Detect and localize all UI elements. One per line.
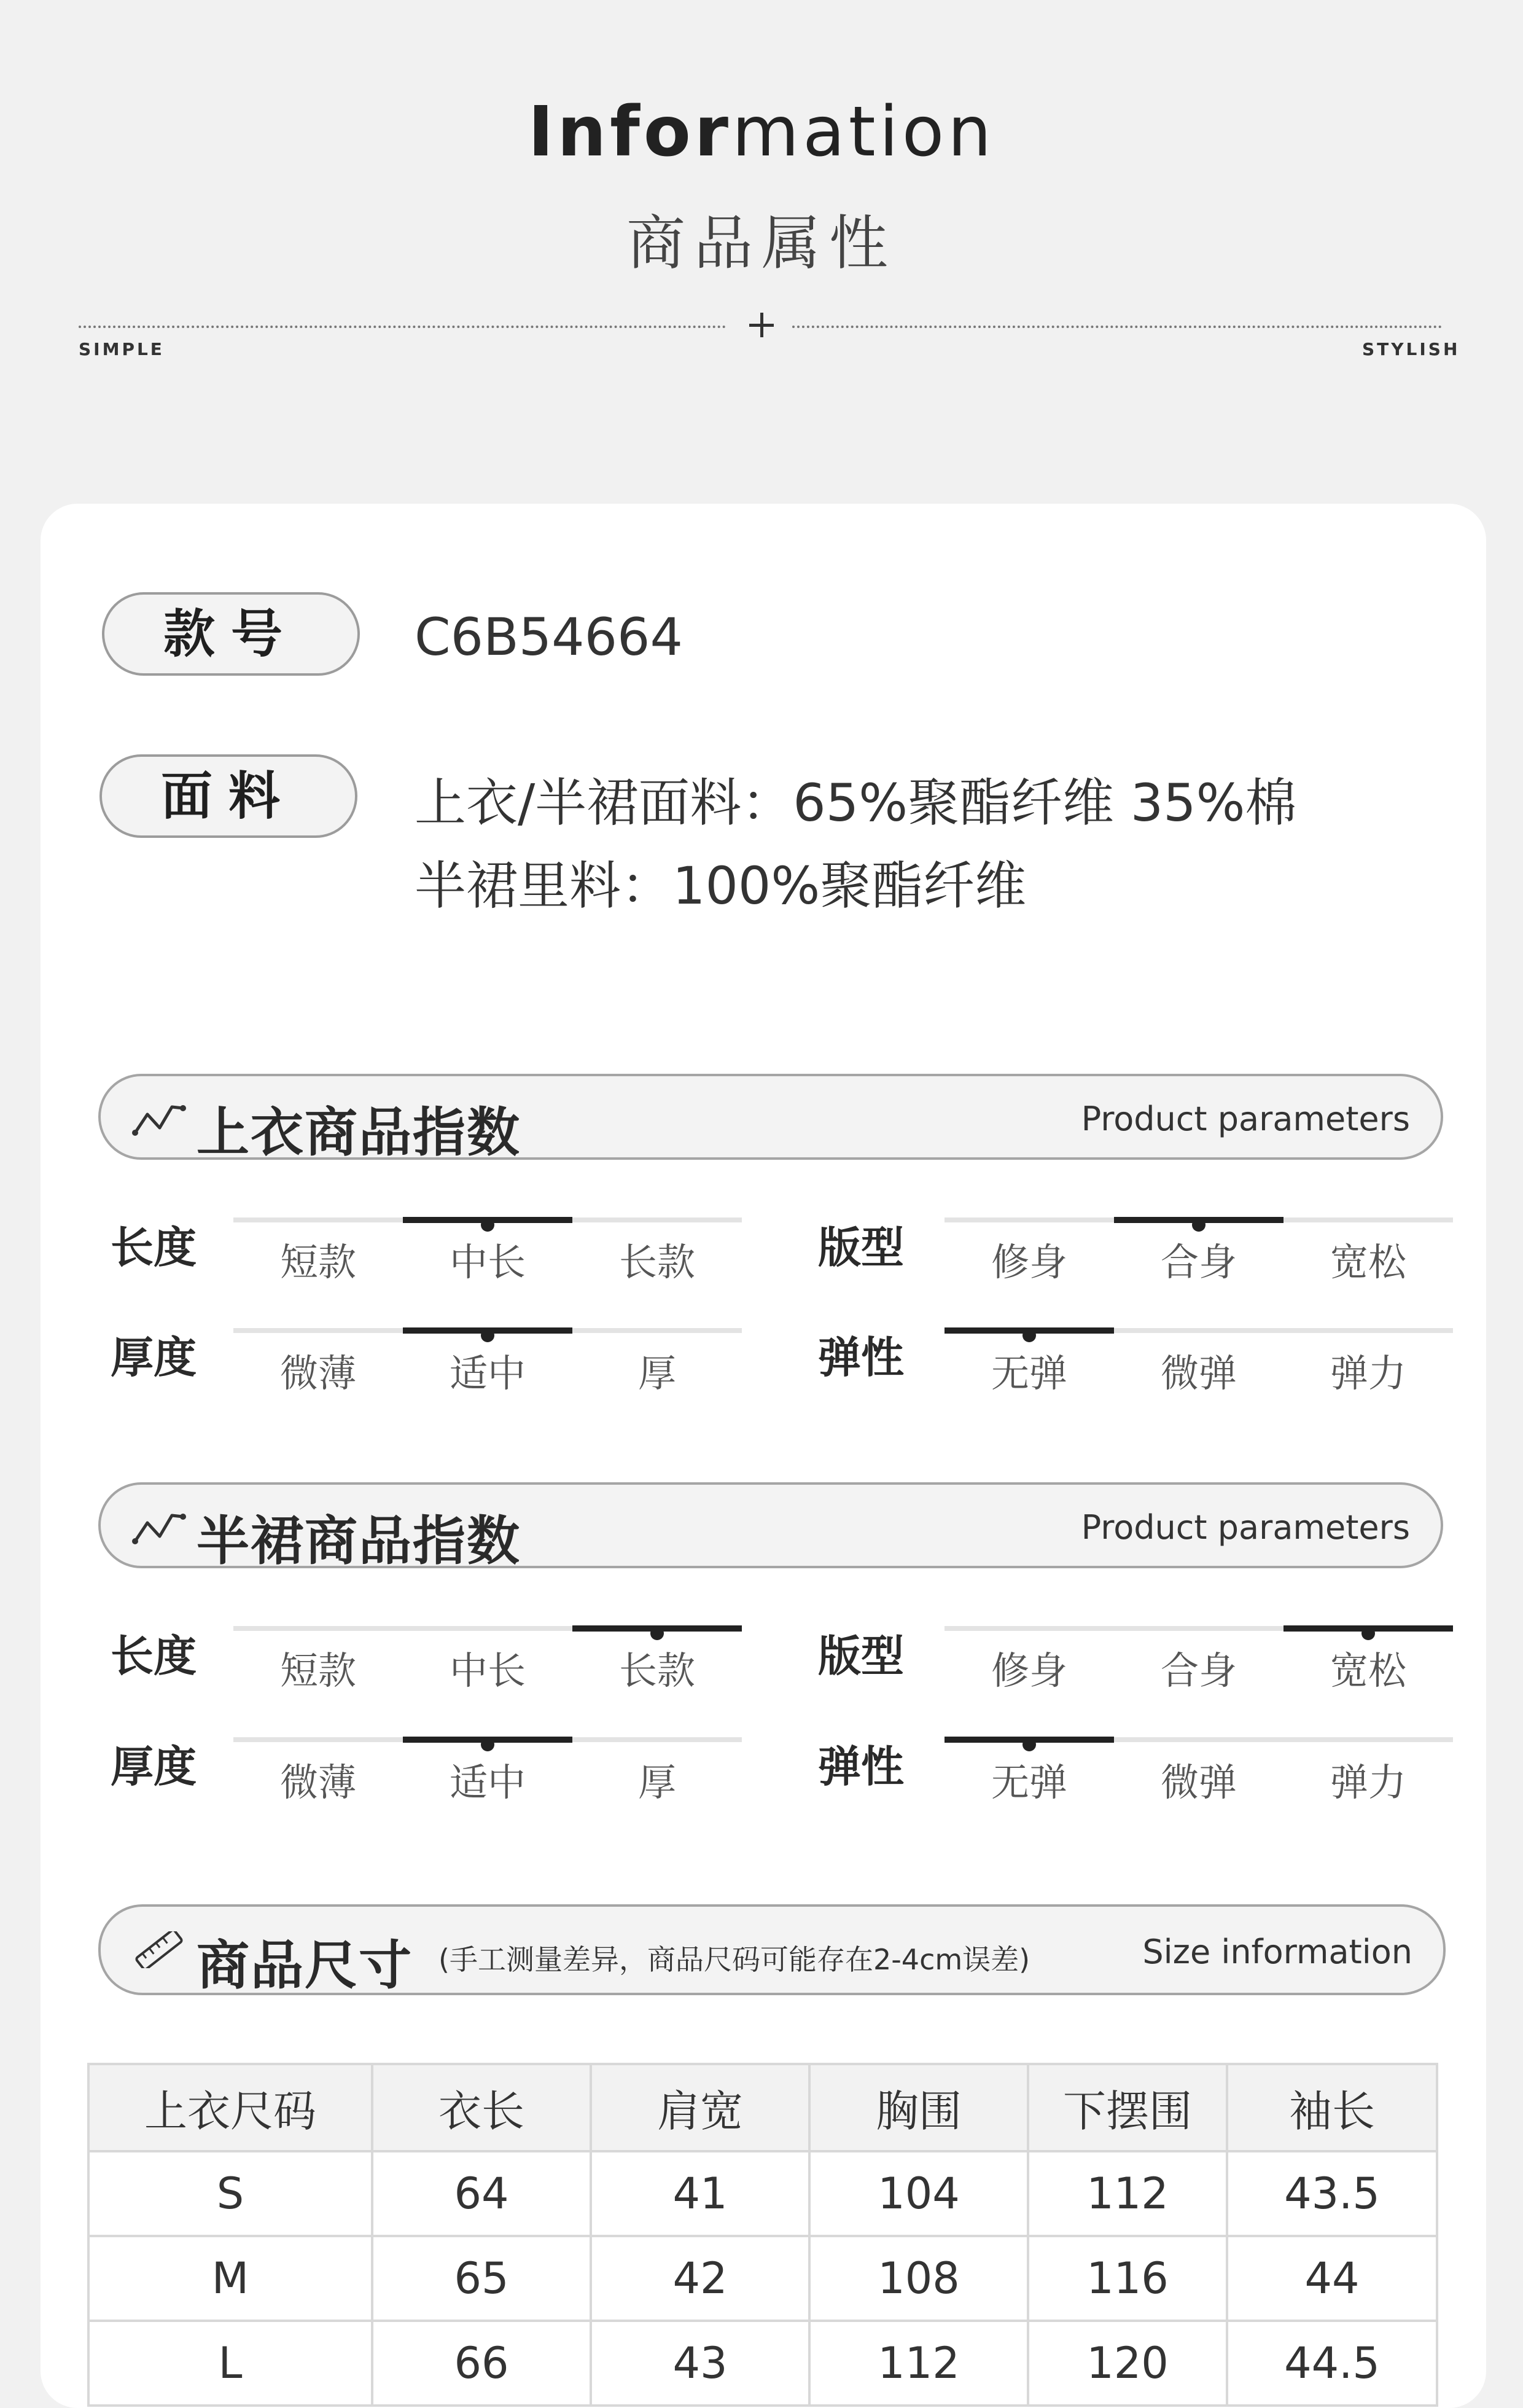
table-row <box>88 2321 1437 2406</box>
top-fit-selected-marker <box>1114 1217 1283 1223</box>
table-cell: 104 <box>809 2151 1028 2236</box>
skirt-fit-label: 版型 <box>818 1631 904 1681</box>
table-cell: 43 <box>591 2321 809 2406</box>
skirt-index-bar <box>98 1482 1443 1572</box>
top-elasticity-label: 弹性 <box>818 1332 904 1383</box>
skirt-thickness-selected-marker <box>403 1737 572 1743</box>
table-cell: 64 <box>372 2151 591 2236</box>
top-elasticity-selected-marker <box>945 1327 1114 1334</box>
table-cell: 66 <box>372 2321 591 2406</box>
top-length-label: 长度 <box>111 1222 197 1273</box>
trend-line-icon <box>131 1509 187 1546</box>
table-row <box>88 2151 1437 2236</box>
table-cell: S <box>88 2151 372 2236</box>
skirt-index-title: 半裙商品指数 <box>197 1511 521 1572</box>
top-thickness-label: 厚度 <box>111 1332 197 1383</box>
skirt-fit-option: 修身 <box>991 1648 1067 1693</box>
skirt-length-option: 长款 <box>618 1648 695 1693</box>
fabric-line-2: 半裙里料：100%聚酯纤维 <box>415 856 1027 916</box>
skirt-elasticity-selected-marker <box>945 1737 1114 1743</box>
size-info-en: Size information <box>1142 1933 1412 1971</box>
table-cell: 44.5 <box>1227 2321 1437 2406</box>
skirt-length-label: 长度 <box>111 1631 197 1681</box>
right-dotted-divider <box>792 326 1442 328</box>
top-elasticity-option: 弹力 <box>1330 1351 1406 1396</box>
simple-tag: SIMPLE <box>79 339 165 359</box>
top-length-selected-marker <box>403 1217 572 1223</box>
skirt-index-en: Product parameters <box>1081 1508 1410 1547</box>
table-cell: 44 <box>1227 2236 1437 2321</box>
skirt-elasticity-label: 弹性 <box>818 1742 904 1792</box>
table-cell: 120 <box>1028 2321 1227 2406</box>
style-number-label: 款号 <box>102 592 360 676</box>
top-thickness-option: 厚 <box>637 1351 676 1396</box>
title-rest-part: mation <box>732 92 995 172</box>
table-cell: 116 <box>1028 2236 1227 2321</box>
table-cell: 41 <box>591 2151 809 2236</box>
table-cell: 108 <box>809 2236 1028 2321</box>
page-subtitle: 商品属性 <box>626 209 897 278</box>
skirt-elasticity-option: 无弹 <box>991 1760 1067 1805</box>
top-thickness-selected-marker <box>403 1327 572 1334</box>
top-thickness-option: 微薄 <box>279 1351 356 1396</box>
skirt-length-option: 短款 <box>279 1648 356 1693</box>
top-index-en: Product parameters <box>1081 1100 1410 1138</box>
size-table-header-row <box>88 2064 1437 2151</box>
top-length-option: 长款 <box>618 1240 695 1284</box>
top-length-option: 中长 <box>449 1240 526 1284</box>
table-cell: 42 <box>591 2236 809 2321</box>
left-dotted-divider <box>79 326 726 328</box>
table-cell: 112 <box>809 2321 1028 2406</box>
trend-line-icon <box>131 1101 187 1138</box>
top-elasticity-option: 无弹 <box>991 1351 1067 1396</box>
skirt-thickness-option: 厚 <box>637 1760 676 1805</box>
ruler-icon <box>131 1931 187 1968</box>
table-cell: 65 <box>372 2236 591 2321</box>
top-elasticity-option: 微弹 <box>1160 1351 1237 1396</box>
table-header: 下摆围 <box>1028 2064 1227 2151</box>
skirt-elasticity-option: 微弹 <box>1160 1760 1237 1805</box>
skirt-length-selected-marker <box>572 1625 742 1632</box>
top-length-option: 短款 <box>279 1240 356 1284</box>
size-info-title: 商品尺寸 <box>197 1935 413 1996</box>
skirt-thickness-option: 微薄 <box>279 1760 356 1805</box>
table-row <box>88 2236 1437 2321</box>
top-fit-option: 合身 <box>1160 1240 1237 1284</box>
table-cell: L <box>88 2321 372 2406</box>
table-cell: 112 <box>1028 2151 1227 2236</box>
top-fit-option: 修身 <box>991 1240 1067 1284</box>
table-header: 胸围 <box>809 2064 1028 2151</box>
skirt-thickness-option: 适中 <box>449 1760 526 1805</box>
size-table <box>87 2063 1438 2407</box>
top-index-title: 上衣商品指数 <box>197 1102 521 1163</box>
move-cross-icon <box>747 310 776 340</box>
fabric-line-1: 上衣/半裙面料：65%聚酯纤维 35%棉 <box>415 773 1297 833</box>
page-title <box>0 92 1523 172</box>
stylish-tag: STYLISH <box>1362 339 1460 359</box>
top-fit-label: 版型 <box>818 1222 904 1273</box>
skirt-fit-selected-marker <box>1283 1625 1453 1632</box>
top-thickness-option: 适中 <box>449 1351 526 1396</box>
top-index-bar <box>98 1074 1443 1163</box>
table-header: 上衣尺码 <box>88 2064 372 2151</box>
title-bold-part: Infor <box>528 92 733 172</box>
skirt-elasticity-option: 弹力 <box>1330 1760 1406 1805</box>
skirt-length-option: 中长 <box>449 1648 526 1693</box>
table-header: 袖长 <box>1227 2064 1437 2151</box>
fabric-label: 面料 <box>99 754 357 838</box>
table-header: 衣长 <box>372 2064 591 2151</box>
size-info-note: (手工测量差异，商品尺码可能存在2-4cm误差) <box>438 1943 1030 1976</box>
skirt-fit-option: 宽松 <box>1330 1648 1406 1693</box>
skirt-thickness-label: 厚度 <box>111 1742 197 1792</box>
table-cell: M <box>88 2236 372 2321</box>
style-number-value: C6B54664 <box>415 607 683 667</box>
skirt-fit-option: 合身 <box>1160 1648 1237 1693</box>
size-info-bar <box>98 1904 1446 1995</box>
top-fit-option: 宽松 <box>1330 1240 1406 1284</box>
table-cell: 43.5 <box>1227 2151 1437 2236</box>
table-header: 肩宽 <box>591 2064 809 2151</box>
